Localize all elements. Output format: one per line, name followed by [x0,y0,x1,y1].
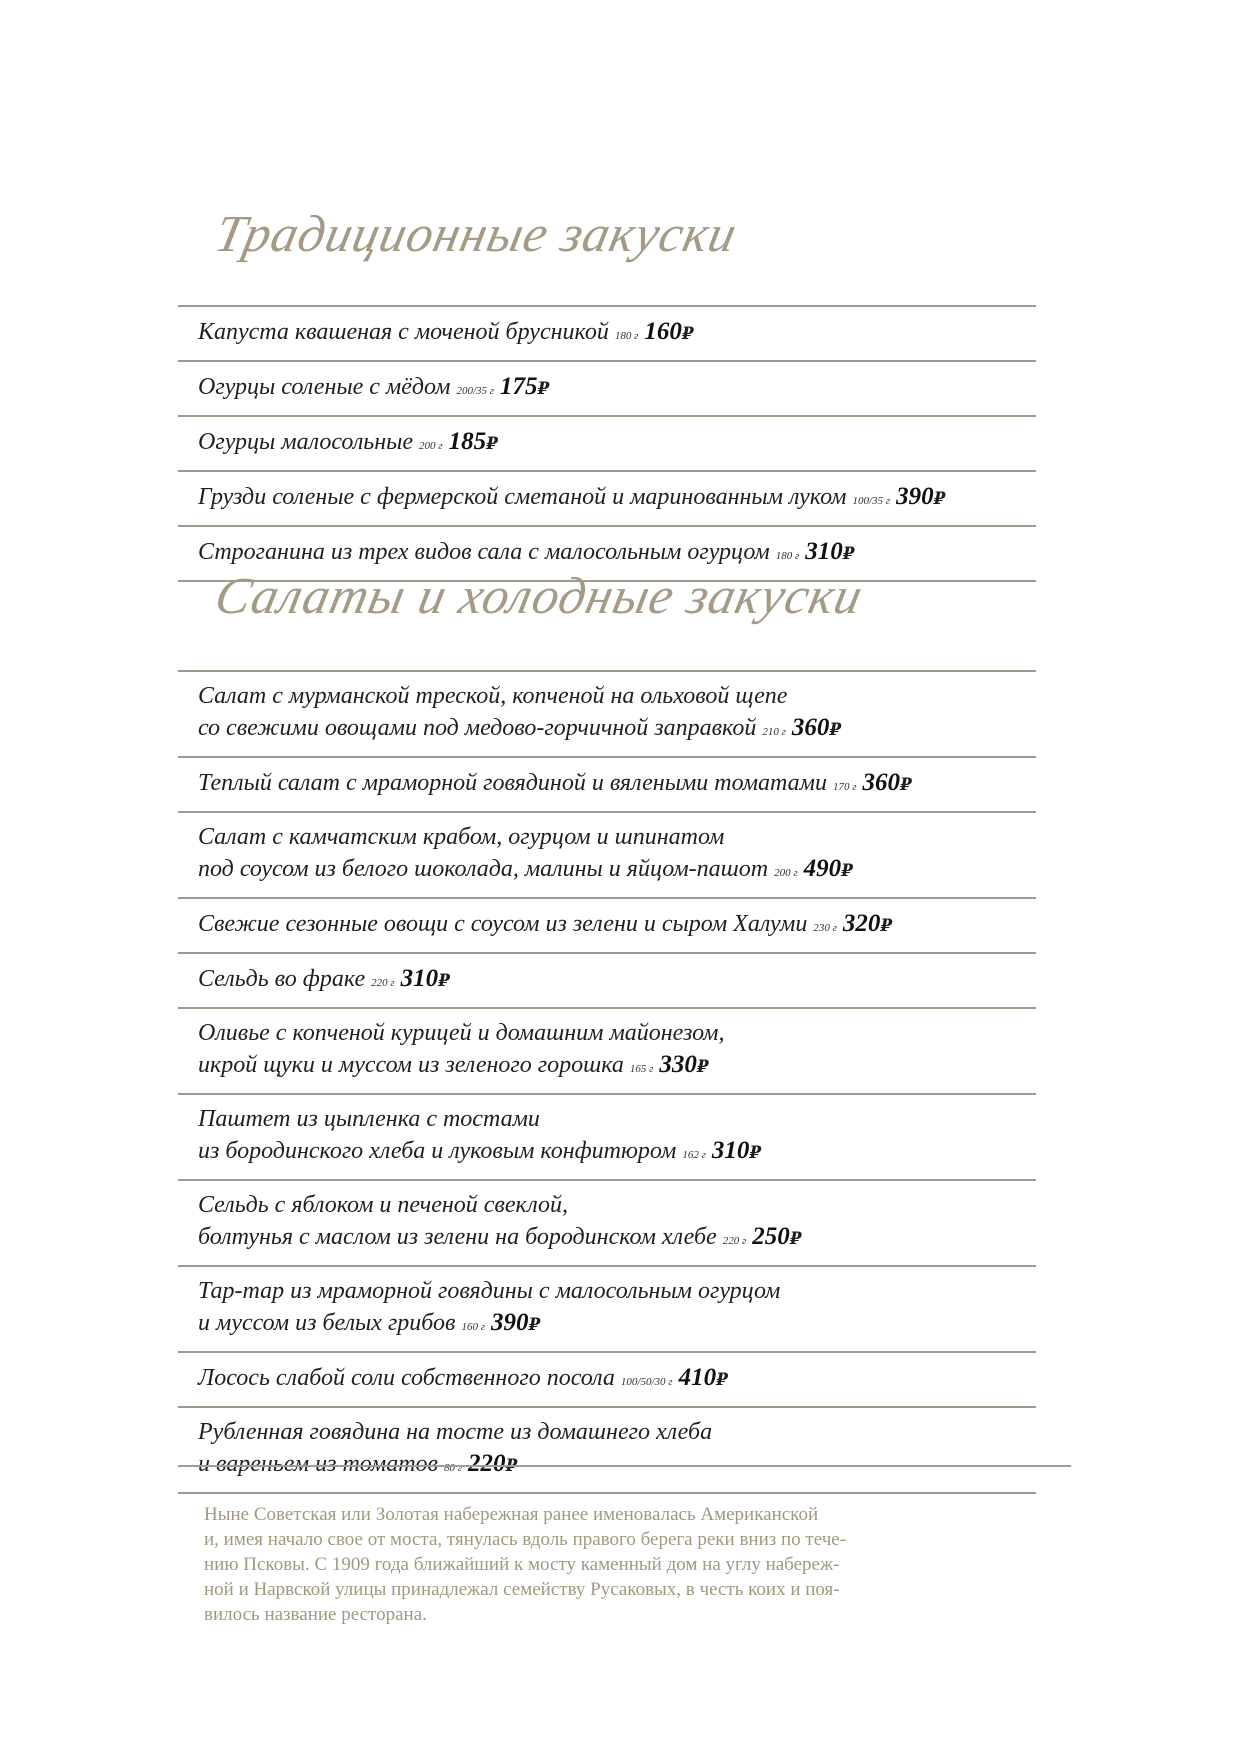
menu-item [178,1267,1036,1353]
ruble-sign: ₽ [438,971,450,990]
section-title-traditional: Традиционные закуски [210,206,743,263]
menu-item-name-line [198,481,1036,517]
menu-item-text: Тар-тар из мраморной говядины с малосольным огурцом [198,1278,781,1304]
menu-item-text: Рубленная говядина на тосте из домашнего хлеба [198,1419,713,1445]
menu-item-text: Лосось слабой соли собственного посола [198,1365,615,1391]
ruble-sign: ₽ [880,916,893,935]
menu-item-text: Оливье с копченой курицей и домашним майонезом, [198,1020,725,1046]
menu-item-weight: 100/50/30 г [620,1376,673,1388]
menu-item-name-line [198,1276,1036,1307]
menu-item [178,1408,1036,1494]
history-note [204,1502,944,1627]
menu-item-weight: 200 г [419,440,443,452]
ruble-sign: ₽ [900,775,912,794]
menu-item-weight: 230 г [813,922,837,934]
menu-item-name-line [198,1362,1036,1398]
menu-item-price: 360 [862,769,901,796]
menu-item-price: 310 [711,1137,750,1164]
menu-item-weight: 200 г [774,867,798,879]
ruble-sign: ₽ [933,489,946,508]
menu-item-text: Сельдь с яблоком и печеной свеклой, [198,1192,568,1218]
ruble-sign: ₽ [829,720,842,739]
menu-item [178,362,1036,417]
menu-item-price: 410 [678,1364,717,1391]
bottom-divider [178,1465,1071,1467]
history-note-line: и, имея начало свое от моста, тянулась вдоль правого берега реки вниз по тече- [204,1529,847,1550]
ruble-sign: ₽ [789,1229,802,1248]
menu-item [178,472,1036,527]
menu-item-price: 175 [500,373,538,400]
menu-item-weight: 160 г [461,1321,486,1333]
menu-item [178,813,1036,899]
ruble-sign: ₽ [537,379,550,398]
menu-item-name-line [198,426,1036,462]
menu-item-name-line [198,1049,1036,1085]
menu-item-weight: 100/35 г [852,495,891,507]
menu-item [178,307,1036,362]
menu-item-name-line [198,371,1036,407]
menu-item-text: Салат с мурманской треской, копченой на ольховой щепе [198,683,788,709]
menu-item-text: Огурцы соленые с мёдом [198,374,451,400]
menu-item [178,1095,1036,1181]
ruble-sign: ₽ [749,1143,762,1162]
menu-item-text: Сельдь во фраке [198,966,366,992]
menu-item-text: Строганина из трех видов сала с малосольным огурцом [198,539,770,565]
menu-item-weight: 162 г [682,1149,706,1161]
menu-item-price: 490 [803,855,842,882]
menu-item-weight: 220 г [371,977,395,989]
menu-item-price: 310 [805,538,843,565]
menu-item-price: 390 [896,483,934,510]
menu-item-text: Паштет из цыпленка с тостами [198,1106,540,1132]
ruble-sign: ₽ [528,1315,541,1334]
menu-item [178,1009,1036,1095]
menu-item-text: Капуста квашеная с моченой брусникой [198,319,609,345]
ruble-sign: ₽ [842,544,855,563]
ruble-sign: ₽ [696,1057,709,1076]
ruble-sign: ₽ [505,1456,518,1475]
menu-list-salads [178,670,1036,1494]
menu-item-weight: 180 г [614,330,639,342]
ruble-sign: ₽ [681,324,694,343]
menu-item-name-line [198,1018,1036,1049]
menu-item [178,1181,1036,1267]
menu-item-weight: 200/35 г [456,385,495,397]
menu-item-name-line [198,1190,1036,1221]
menu-item-weight: 220 г [722,1235,747,1247]
menu-item-price: 320 [842,910,881,937]
menu-item-name-line [198,1104,1036,1135]
menu-item [178,1353,1036,1408]
menu-item-price: 310 [400,965,439,992]
ruble-sign: ₽ [716,1370,728,1389]
menu-item-weight: 170 г [832,781,857,793]
menu-item-price: 360 [791,714,830,741]
menu-item-name-line [198,1135,1036,1171]
menu-item-weight: 80 г [443,1462,462,1474]
menu-item-text: Огурцы малосольные [198,429,414,455]
menu-item-name-line [198,1417,1036,1448]
menu-item-name-line [198,1221,1036,1257]
menu-item-weight: 210 г [762,726,786,738]
menu-item-price: 220 [468,1450,506,1477]
history-note-line: нию Псковы. С 1909 года ближайший к мосту каменный дом на углу набереж- [204,1554,840,1575]
section-title-salads: Салаты и холодные закуски [210,568,869,625]
menu-item-name-line [198,316,1036,352]
ruble-sign: ₽ [841,861,853,880]
menu-item-price: 250 [752,1223,790,1250]
menu-item [178,417,1036,472]
menu-item-text: под соусом из белого шоколада, малины и яйцом-пашот [198,856,769,882]
menu-item-name-line [198,822,1036,853]
menu-item [178,672,1036,758]
menu-item-name-line [198,681,1036,712]
history-note-line: вилось название ресторана. [204,1604,427,1625]
menu-item-name-line [198,1307,1036,1343]
menu-list-traditional [178,305,1036,582]
menu-item-weight: 180 г [775,550,800,562]
menu-item-text: Грузди соленые с фермерской сметаной и маринованным луком [198,484,847,510]
menu-item-price: 390 [491,1309,529,1336]
menu-item [178,899,1036,954]
menu-item-text: икрой щуки и муссом из зеленого горошка [198,1052,624,1078]
menu-item-text: Салат с камчатским крабом, огурцом и шпинатом [198,824,725,850]
menu-item-name-line [198,853,1036,889]
menu-item [178,758,1036,813]
menu-item-name-line [198,712,1036,748]
menu-item-text: и муссом из белых грибов [198,1310,456,1336]
history-note-line: Ныне Советская или Золотая набережная ранее именовалась Американской [204,1504,819,1525]
ruble-sign: ₽ [486,434,498,453]
menu-item-price: 160 [644,318,682,345]
history-note-line: ной и Нарвской улицы принадлежал семейству Русаковых, в честь коих и поя- [204,1579,840,1600]
menu-item-name-line [198,767,1036,803]
menu-item-name-line [198,963,1036,999]
menu-item-name-line [198,908,1036,944]
menu-item-price: 330 [659,1051,697,1078]
menu-item-weight: 165 г [629,1063,654,1075]
menu-item-text: из бородинского хлеба и луковым конфитюром [198,1138,677,1164]
menu-item-text: со свежими овощами под медово-горчичной заправкой [198,715,757,741]
menu-item-text: Теплый салат с мраморной говядиной и вялеными томатами [198,770,827,796]
menu-item [178,954,1036,1009]
menu-item-text: болтунья с маслом из зелени на бородинском хлебе [198,1224,717,1250]
menu-item-text: и вареньем из томатов [198,1451,438,1477]
menu-item-price: 185 [448,428,487,455]
menu-item-text: Свежие сезонные овощи с соусом из зелени и сыром Халуми [198,911,808,937]
